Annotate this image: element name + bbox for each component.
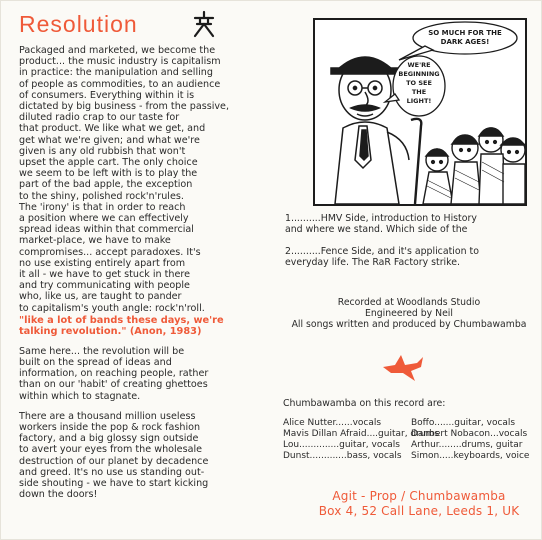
svg-text:DARK AGES!: DARK AGES! — [440, 38, 490, 46]
engineer-credit: Engineered by Neil — [365, 308, 453, 319]
member-entry: Dunst.............bass, vocals — [283, 451, 402, 461]
recording-credits — [281, 297, 537, 330]
revolution-paragraph: Same here... the revolution will be built on the spread of ideas and information, on reaching people, rather than on our 'habit' of creating ghettoes within which to stagnate. — [19, 345, 209, 402]
bird-icon — [381, 353, 425, 383]
closing-paragraph: There are a thousand million useless workers inside the pop & rock fashion factory, and a big glossy sign outside to avert your eyes from the wholesale destruction of our planet by decadence and greed. It's no use us standing out- side shouting - we have to start kicking down the doors! — [19, 410, 209, 501]
label-name: Agit - Prop / Chumbawamba — [332, 489, 506, 503]
svg-text:WE'RE: WE'RE — [407, 61, 431, 69]
speech-bubble-see-the-light — [385, 56, 445, 116]
members-heading: Chumbawamba on this record are: — [283, 398, 446, 409]
intro-paragraph: Packaged and marketed, we become the product... the music industry is capitalism in practice: the manipulation and selling of people as commodities, to an audience of consumers. Everything within it is dictated by big business - from the passive, diluted radio crap to our taste for that product. We like what we get, and get what we're given; and what we're given is any old rubbish that won't upset the apple cart. The only choice we seem to be left with is to play the part of the bad apple, the exception to the shiny, polished rock'n'rules. The 'irony' is that in order to reach a position where we can effectively spread ideas within that commercial market-place, we have to make compromises... accept paradoxes. It's no use existing entirely apart from it all - we have to get stuck in there and try communicating with people who, like us, are taught to pander to capitalism's youth angle: rock'n'roll. — [19, 45, 229, 314]
member-entry: Lou..............guitar, vocals — [283, 440, 400, 450]
page-title: Resolution — [19, 11, 138, 37]
track-item-1: 1..........HMV Side, introduction to History and where we stand. Which side of the — [285, 213, 477, 235]
member-entry: Simon.....keyboards, voice — [411, 451, 530, 461]
speech-bubble-dark-ages — [399, 22, 517, 60]
postal-address: Box 4, 52 Call Lane, Leeds 1, UK — [318, 504, 520, 518]
pull-quote: "like a lot of bands these days, we're talking revolution." (Anon, 1983) — [19, 314, 224, 338]
label-address — [301, 489, 537, 519]
left-column — [19, 11, 281, 500]
member-entry: Alice Nutter......vocals — [283, 418, 382, 428]
cartoon-illustration — [315, 20, 525, 204]
cartoon-panel — [313, 18, 527, 206]
members-column-right — [411, 418, 529, 462]
songwriting-credit: All songs written and produced by Chumbawamba — [291, 319, 527, 330]
track-list — [285, 213, 535, 279]
svg-text:THE: THE — [411, 88, 427, 96]
member-entry: Mavis Dillan Afraid....guitar, drums — [283, 429, 440, 439]
svg-text:LIGHT!: LIGHT! — [406, 97, 432, 105]
title-row — [19, 11, 281, 41]
svg-text:SO MUCH FOR THE: SO MUCH FOR THE — [428, 29, 502, 37]
chumbawamba-logo-icon — [189, 9, 219, 39]
track-item-2: 2..........Fence Side, and it's application to everyday life. The RaR Factory strike. — [285, 246, 479, 268]
member-entry: Boffo.......guitar, vocals — [411, 418, 516, 428]
svg-text:BEGINNING: BEGINNING — [398, 70, 440, 78]
member-entry: Arthur........drums, guitar — [411, 440, 523, 450]
svg-text:TO SEE: TO SEE — [406, 79, 432, 87]
studio-credit: Recorded at Woodlands Studio — [337, 297, 481, 308]
member-entry: Danbert Nobacon...vocals — [411, 429, 528, 439]
